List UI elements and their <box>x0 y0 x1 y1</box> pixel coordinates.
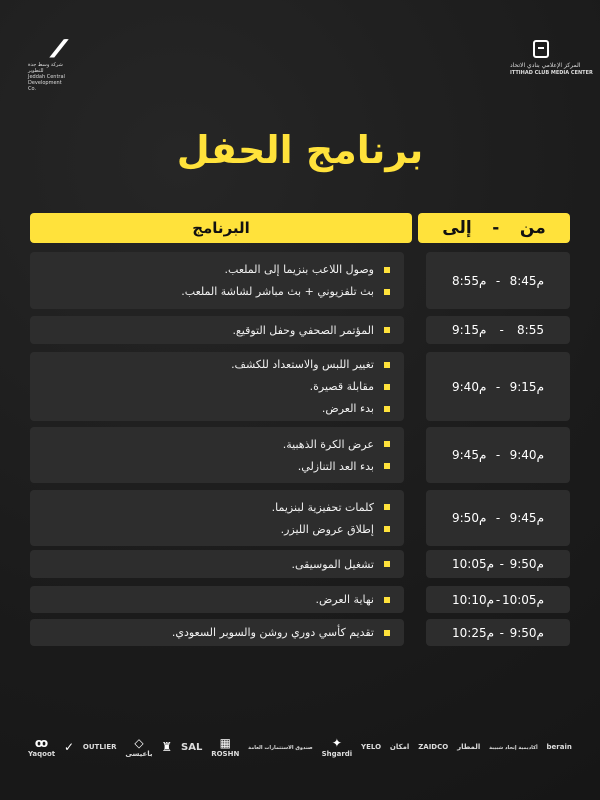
time-cell <box>426 490 570 546</box>
ittihad-logo-text-ar: المركز الإعلامي بنادي الاتحاد <box>510 62 581 69</box>
ittihad-media-center-logo <box>510 40 593 76</box>
time-to: 8:55م <box>452 273 487 288</box>
item-text: تغيير اللبس والاستعداد للكشف. <box>231 358 374 371</box>
program-cell <box>30 550 404 578</box>
ittihad-logo-text-en: ITTIHAD CLUB MEDIA CENTER <box>510 70 593 76</box>
table-header <box>30 213 570 243</box>
program-cell <box>30 352 404 421</box>
list-item <box>44 438 390 451</box>
time-dash: - <box>495 273 501 288</box>
time-to: 10:10م <box>452 592 495 607</box>
sponsor-outlier-logo: OUTLIER <box>82 743 117 751</box>
time-header <box>418 213 570 243</box>
sponsor-emkan-logo: امكان <box>389 743 410 751</box>
schedule-row <box>30 586 570 613</box>
jcd-logo-text-ar: شركة وسط جدة للتطوير <box>28 62 63 74</box>
list-item <box>44 593 390 606</box>
sponsor-pif-logo: صندوق الاستثمارات العامة <box>248 745 313 751</box>
bullet-icon <box>384 406 390 412</box>
item-text: عرض الكرة الذهبية. <box>282 437 374 451</box>
item-text: المؤتمر الصحفي وحفل التوقيع. <box>232 323 374 337</box>
list-item <box>44 285 390 298</box>
list-item <box>44 380 390 393</box>
schedule-row <box>30 352 570 421</box>
item-text: تشغيل الموسيقى. <box>291 557 374 571</box>
item-text: بث تلفزيوني + بث مباشر لشاشة الملعب. <box>181 285 374 298</box>
time-from: 9:40م <box>509 448 544 462</box>
item-text: مقابلة قصيرة. <box>309 380 374 393</box>
time-from: 9:50م <box>509 625 544 640</box>
time-to: 9:15م <box>452 323 487 337</box>
list-item <box>44 460 390 473</box>
item-text: تقديم كأسي دوري روشن والسوبر السعودي. <box>171 626 374 639</box>
time-from: 9:15م <box>509 379 544 394</box>
top-bar <box>28 35 593 92</box>
sponsor-yelo-logo: YELO <box>361 743 382 751</box>
time-cell <box>426 252 570 309</box>
swoosh-icon: ✓ <box>63 740 75 754</box>
time-cell <box>426 352 570 421</box>
schedule-row <box>30 490 570 546</box>
item-text: بدء العرض. <box>321 402 374 415</box>
time-dash: - <box>495 592 501 607</box>
schedule-row <box>30 427 570 483</box>
time-to: 10:05م <box>452 557 495 571</box>
time-from: 9:50م <box>509 557 544 571</box>
bullet-icon <box>384 597 390 603</box>
sponsor-baeissa-logo: ◇ باعيسى <box>125 736 153 758</box>
time-dash: - <box>499 625 504 640</box>
time-to: 9:40م <box>452 379 487 394</box>
to-header: إلى <box>442 218 472 238</box>
ittihad-logo-icon <box>533 40 549 58</box>
schedule-row <box>30 252 570 309</box>
time-dash: - <box>495 448 501 462</box>
bullet-icon <box>384 504 390 510</box>
time-dash: - <box>495 511 501 525</box>
list-item <box>44 558 390 571</box>
program-cell <box>30 490 404 546</box>
time-from: 9:45م <box>509 511 544 525</box>
time-cell <box>426 427 570 483</box>
baeissa-icon: ◇ <box>134 736 144 750</box>
list-item <box>44 324 390 337</box>
program-header-label: البرنامج <box>192 219 250 237</box>
dash-header: - <box>492 218 500 238</box>
sponsor-berain-logo: berain <box>546 743 572 751</box>
sponsor-almatar-logo: المطار <box>457 743 481 751</box>
bullet-icon <box>384 289 390 295</box>
sponsor-roshn-logo: ▦ ROSHN <box>211 736 240 758</box>
list-item <box>44 626 390 639</box>
sponsor-bar <box>28 730 572 764</box>
program-cell <box>30 427 404 483</box>
bullet-icon <box>384 327 390 333</box>
bullet-icon <box>384 526 390 532</box>
time-dash: - <box>495 379 501 394</box>
bullet-icon <box>384 384 390 390</box>
time-cell <box>426 619 570 646</box>
bullet-icon <box>384 267 390 273</box>
yaqoot-icon: ꝏ <box>34 736 49 750</box>
bullet-icon <box>384 463 390 469</box>
bullet-icon <box>384 561 390 567</box>
page-title-wrap <box>0 128 600 172</box>
jcd-logo-mark: ⁄⁄⁄ <box>56 35 60 63</box>
roshn-icon: ▦ <box>219 736 231 750</box>
program-cell <box>30 619 404 646</box>
sponsor-sal-logo: SAL <box>181 741 203 753</box>
jcd-logo-text-en: Jeddah Central Development Co. <box>28 74 65 92</box>
sponsor-alzamil-logo <box>161 740 172 754</box>
time-from: 10:05م <box>501 592 544 607</box>
item-text: إطلاق عروض الليزر. <box>280 522 374 536</box>
time-cell <box>426 550 570 578</box>
time-cell <box>426 316 570 344</box>
time-dash: - <box>499 557 504 571</box>
item-text: وصول اللاعب بنزيما إلى الملعب. <box>224 263 374 276</box>
item-text: بدء العد التنازلي. <box>297 459 374 473</box>
time-to: 9:45م <box>452 448 487 462</box>
time-from: 8:45م <box>509 273 544 288</box>
list-item <box>44 501 390 514</box>
time-cell <box>426 586 570 613</box>
time-dash: - <box>499 323 504 337</box>
bullet-icon <box>384 441 390 447</box>
page-title: برنامج الحفل <box>176 128 424 172</box>
time-from: 8:55 <box>517 323 544 337</box>
jeddah-central-logo <box>28 36 98 92</box>
list-item <box>44 263 390 276</box>
sponsor-shgardi-logo: ✦ Shgardi <box>321 736 353 758</box>
program-cell <box>30 316 404 344</box>
schedule-row <box>30 619 570 646</box>
program-cell <box>30 586 404 613</box>
program-header <box>30 213 412 243</box>
list-item <box>44 402 390 415</box>
time-to: 10:25م <box>452 625 495 640</box>
schedule-row <box>30 316 570 344</box>
sponsor-yaqoot-logo: ꝏ Yaqoot <box>28 736 56 758</box>
item-text: نهاية العرض. <box>315 593 374 606</box>
schedule-row <box>30 550 570 578</box>
shgardi-icon: ✦ <box>331 736 342 750</box>
time-to: 9:50م <box>452 511 487 525</box>
alzamil-icon: ♜ <box>161 740 173 754</box>
sponsor-nike-logo <box>64 740 74 754</box>
list-item <box>44 358 390 371</box>
bullet-icon <box>384 630 390 636</box>
list-item <box>44 523 390 536</box>
bullet-icon <box>384 362 390 368</box>
program-cell <box>30 252 404 309</box>
sponsor-academy-logo: أكاديمية إتحاد شبيبة <box>489 745 538 751</box>
sponsor-zaidco-logo: ZAIDCO <box>418 743 449 751</box>
item-text: كلمات تحفيزية لبنزيما. <box>271 500 374 514</box>
from-header: من <box>519 218 546 238</box>
